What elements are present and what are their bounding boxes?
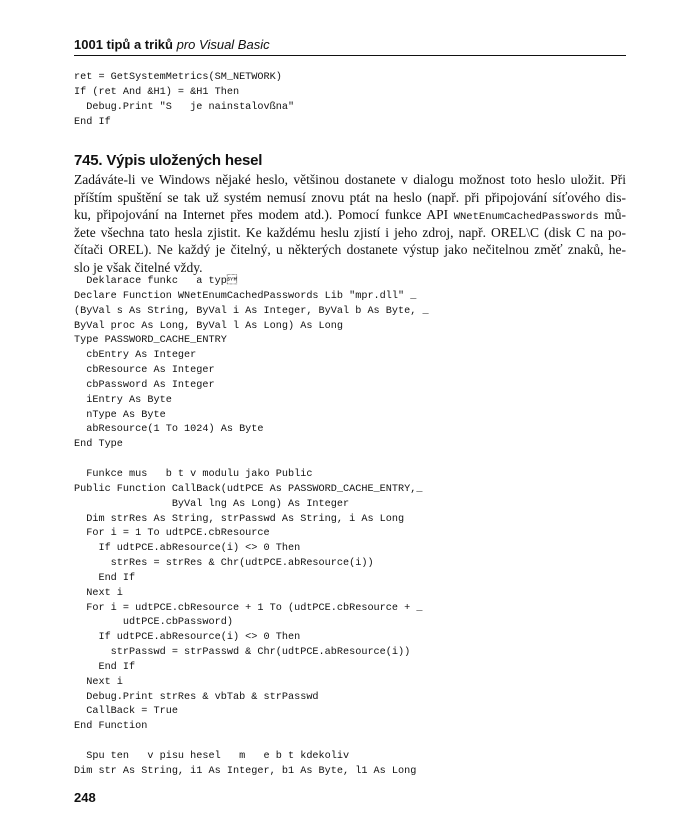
code-line: End If xyxy=(74,116,111,128)
code-line: Dim str As String, i1 As Integer, b1 As Byte, l1 As Long xyxy=(74,765,417,777)
running-header xyxy=(74,37,626,52)
code-line: Debug.Print strRes & vbTab & strPasswd xyxy=(74,691,319,703)
code-line: iEntry As Byte xyxy=(74,394,172,406)
paragraph-line: čítači OREL). Ne každý je čitelný, u některých dostanete výstup jako nečitelnou změť znaků, he- xyxy=(74,242,626,257)
code-line: End If xyxy=(74,661,136,673)
paragraph-line: žete všechna tato hesla zjistit. Ke každému heslu zjistí i jeho zdroj, např. OREL\C (disk C na po- xyxy=(74,224,626,240)
code-line: ByVal proc As Long, ByVal l As Long) As Long xyxy=(74,320,343,332)
code-line xyxy=(74,735,634,750)
api-function-name: WNetEnumCachedPasswords xyxy=(453,211,599,223)
code-line: End Function xyxy=(74,721,148,733)
code-line: strRes = strRes & Chr(udtPCE.abResource(i)) xyxy=(74,558,374,570)
code-listing-main xyxy=(74,275,634,780)
code-line: For i = 1 To udtPCE.cbResource xyxy=(74,528,270,540)
code-line: Next i xyxy=(74,676,123,688)
section-title: 745. Výpis uložených hesel xyxy=(74,152,263,169)
paragraph-line: slo je však čitelné vždy. xyxy=(74,259,203,275)
code-line xyxy=(74,453,634,468)
code-line: strPasswd = strPasswd & Chr(udtPCE.abResource(i)) xyxy=(74,647,411,659)
page-number: 248 xyxy=(74,790,96,805)
code-line: ByVal lng As Long) As Integer xyxy=(74,498,350,510)
code-line: Type PASSWORD_CACHE_ENTRY xyxy=(74,335,227,347)
book-subtitle: pro Visual Basic xyxy=(176,37,270,52)
code-line: If udtPCE.abResource(i) <> 0 Then xyxy=(74,632,301,644)
code-line: Declare Function WNetEnumCachedPasswords Lib "mpr.dll" _ xyxy=(74,290,417,302)
code-line: For i = udtPCE.cbResource + 1 To (udtPCE.cbResource + _ xyxy=(74,602,423,614)
code-line: Debug.Print "S je nainstalovßna" xyxy=(74,101,295,113)
code-line: If (ret And &H1) = &H1 Then xyxy=(74,86,240,98)
paragraph-line: Zadáváte-li ve Windows nějaké heslo, většinou dostanete v dialogu možnost toto heslo uložit. Při xyxy=(74,172,626,187)
paragraph-line xyxy=(74,206,626,224)
code-line: cbResource As Integer xyxy=(74,365,215,377)
code-line: cbEntry As Integer xyxy=(74,350,197,362)
code-line: End If xyxy=(74,572,136,584)
code-line: End Type xyxy=(74,439,123,451)
code-line: Spu ten v pisu hesel m e b t kdekoliv xyxy=(74,751,350,762)
code-line: cbPassword As Integer xyxy=(74,379,215,391)
header-rule xyxy=(74,55,626,56)
paragraph-text: ku, připojování na Internet přes modem atd.). Pomocí funkce API xyxy=(74,207,454,222)
code-line: If udtPCE.abResource(i) <> 0 Then xyxy=(74,543,301,555)
code-line: Deklarace funkc a typ xyxy=(74,276,238,287)
book-title: 1001 tipů a triků xyxy=(74,37,173,52)
code-line: Public Function CallBack(udtPCE As PASSWORD_CACHE_ENTRY,_ xyxy=(74,483,423,495)
code-line: Funkce mus b t v modulu jako Public xyxy=(74,468,313,480)
code-line: (ByVal s As String, ByVal i As Integer, ByVal b As Byte, _ xyxy=(74,305,429,317)
section-paragraph xyxy=(74,171,626,276)
code-line: nType As Byte xyxy=(74,409,166,421)
code-listing-top xyxy=(74,71,634,130)
code-line: Dim strRes As String, strPasswd As String, i As Long xyxy=(74,513,405,525)
paragraph-line: příštím spuštění se tak už systém nemusí znovu ptát na heslo (např. při připojování síťového dis- xyxy=(74,189,626,205)
code-line: Next i xyxy=(74,587,123,599)
code-line: ret = GetSystemMetrics(SM_NETWORK) xyxy=(74,72,282,83)
code-line: CallBack = True xyxy=(74,706,178,718)
paragraph-text: mů- xyxy=(598,207,627,222)
code-line: abResource(1 To 1024) As Byte xyxy=(74,424,264,436)
code-line: udtPCE.cbPassword) xyxy=(74,617,233,629)
